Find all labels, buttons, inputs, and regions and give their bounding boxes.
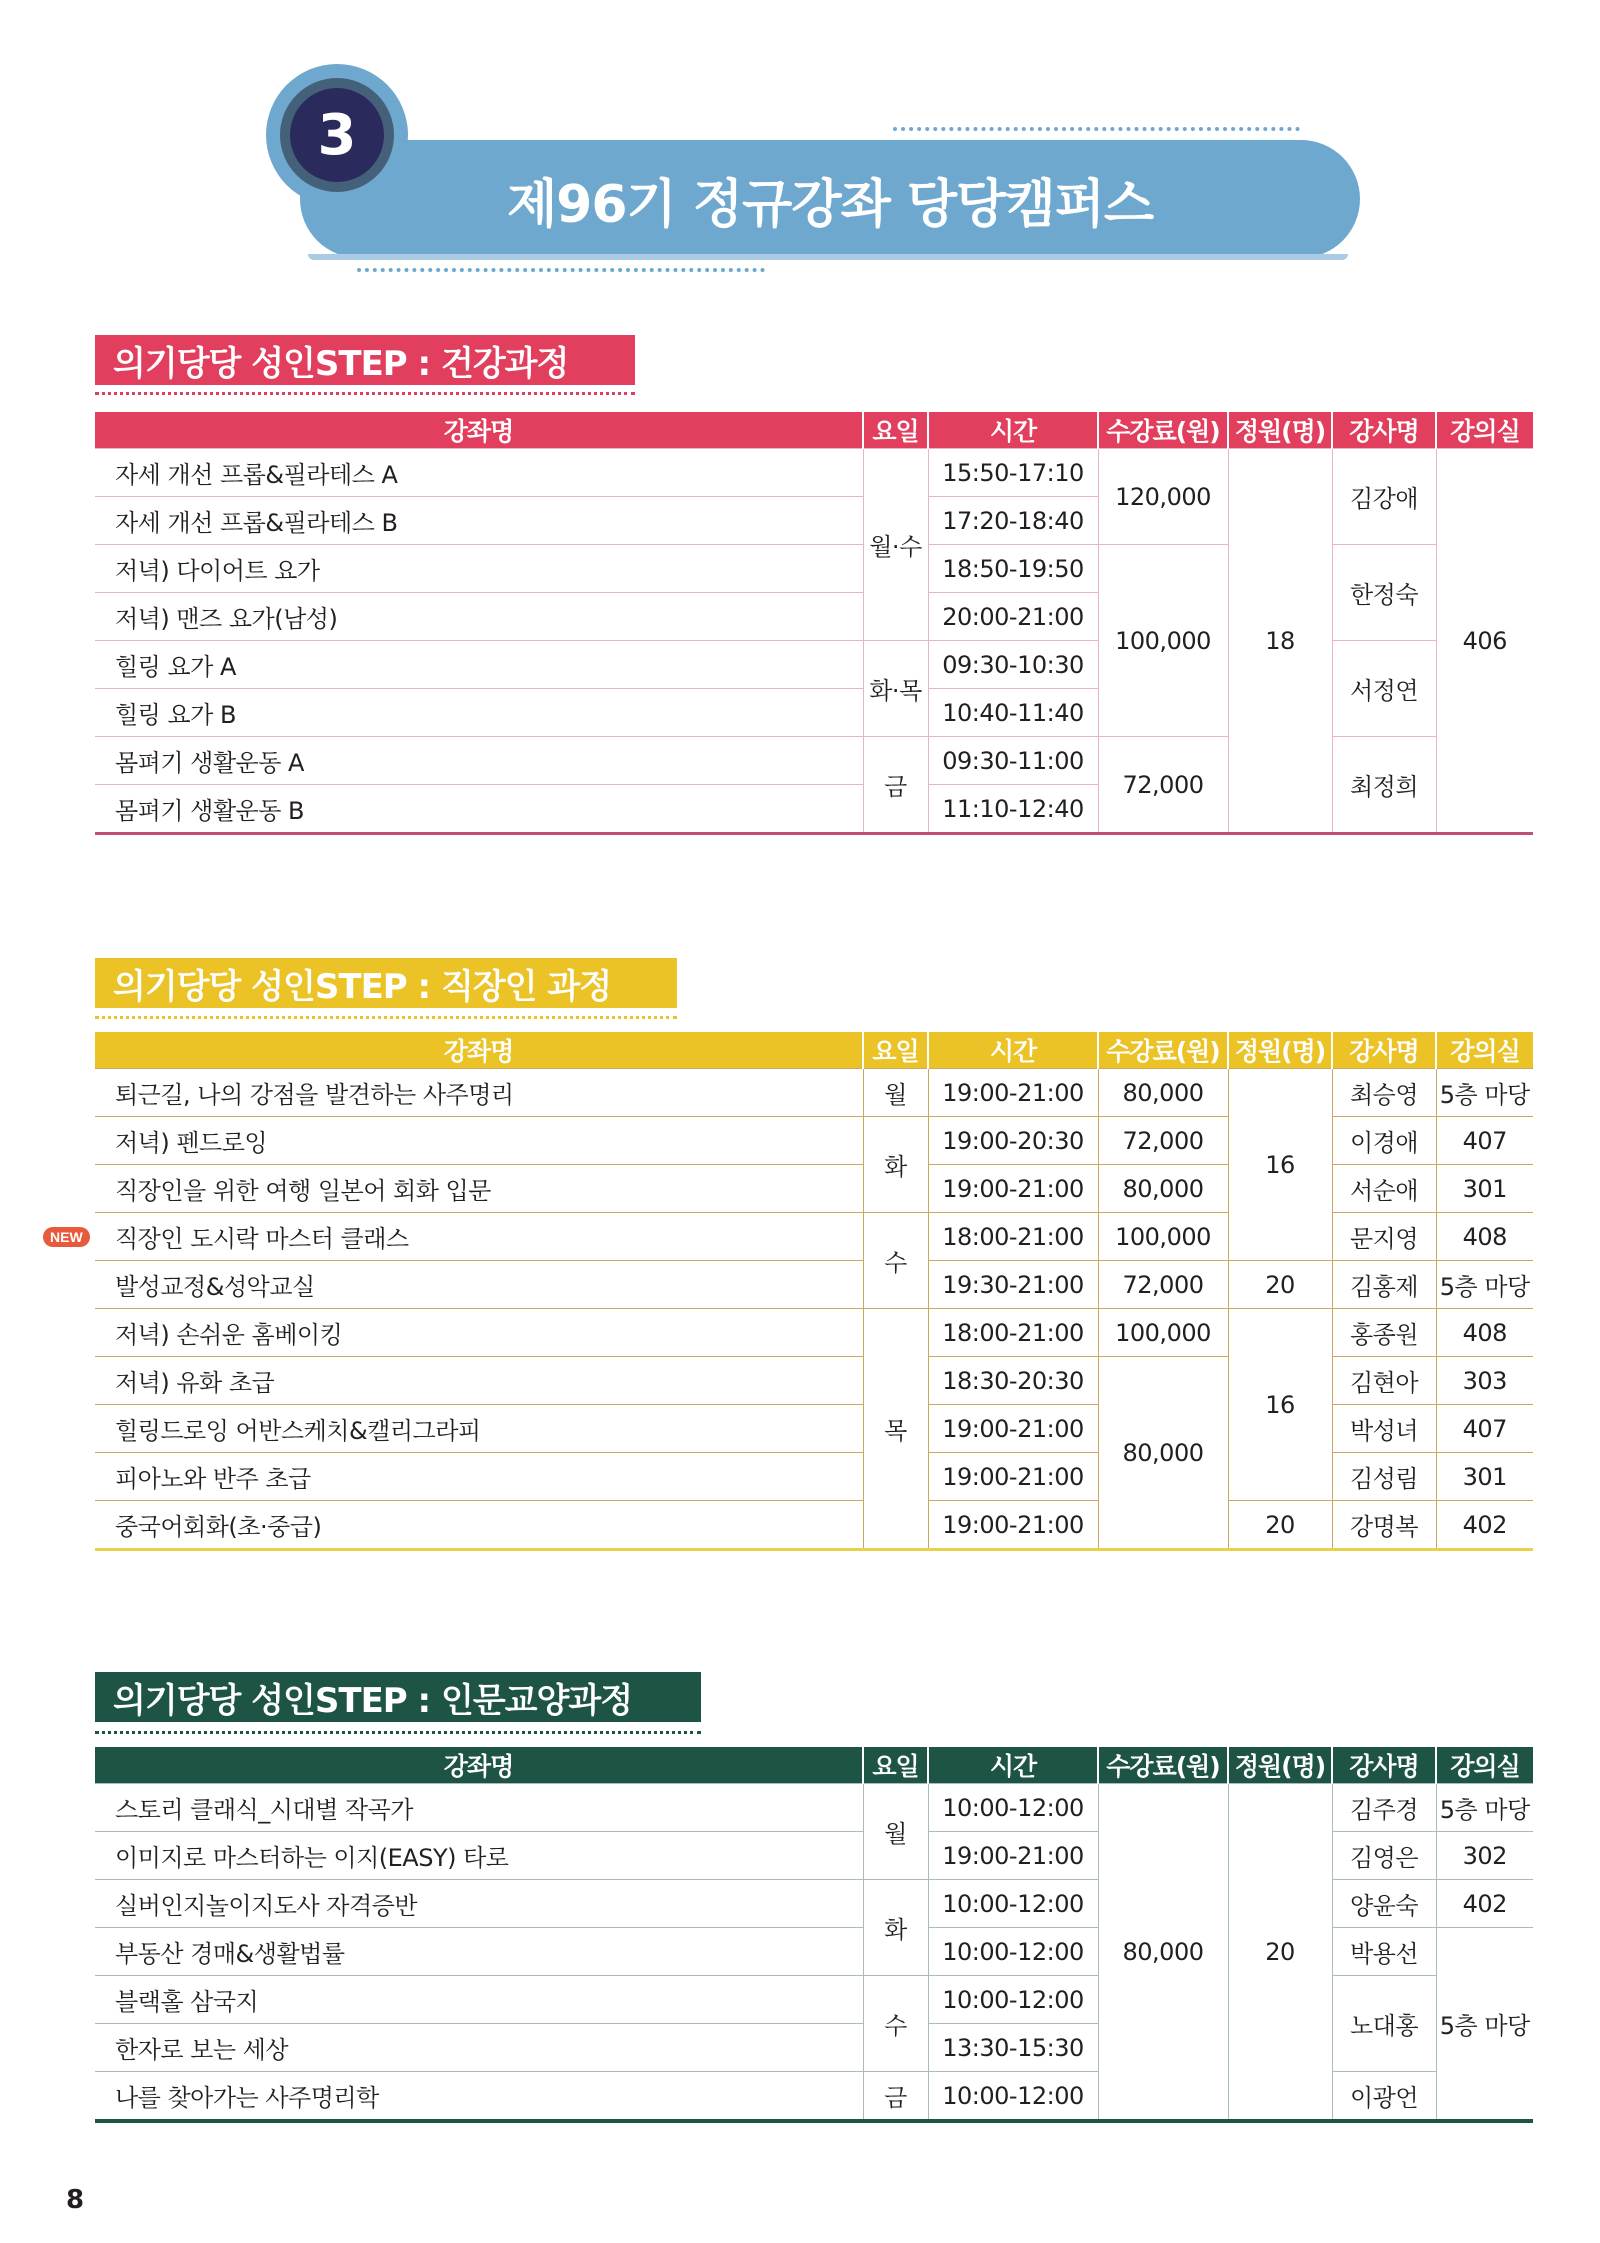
- course-capacity: 20: [1228, 1784, 1332, 2122]
- course-instructor: 문지영: [1332, 1213, 1436, 1261]
- course-time: 19:00-21:00: [928, 1453, 1098, 1501]
- col-fee: 수강료(원): [1098, 1747, 1228, 1784]
- banner-bottom-dotted-line: [357, 268, 765, 272]
- course-name: 블랙홀 삼국지: [95, 1976, 863, 2024]
- course-instructor: 이경애: [1332, 1117, 1436, 1165]
- table-row: [95, 1069, 1533, 1117]
- col-day: 요일: [863, 1032, 928, 1069]
- col-day: 요일: [863, 1747, 928, 1784]
- course-name: 몸펴기 생활운동 B: [95, 785, 863, 834]
- course-time: 13:30-15:30: [928, 2024, 1098, 2072]
- course-instructor: 김주경: [1332, 1784, 1436, 1832]
- course-name: 직장인을 위한 여행 일본어 회화 입문: [95, 1165, 863, 1213]
- course-name: 저녁) 펜드로잉: [95, 1117, 863, 1165]
- course-time: 19:30-21:00: [928, 1261, 1098, 1309]
- course-room: 301: [1436, 1453, 1533, 1501]
- course-fee: 80,000: [1098, 1069, 1228, 1117]
- course-instructor: 한정숙: [1332, 545, 1436, 641]
- course-day: 금: [863, 737, 928, 834]
- section-title-worker: 의기당당 성인STEP : 직장인 과정: [95, 958, 677, 1008]
- course-instructor: 김강애: [1332, 449, 1436, 545]
- course-time: 09:30-11:00: [928, 737, 1098, 785]
- course-room: 408: [1436, 1309, 1533, 1357]
- course-instructor: 이광언: [1332, 2072, 1436, 2122]
- course-time: 11:10-12:40: [928, 785, 1098, 834]
- course-fee: 80,000: [1098, 1165, 1228, 1213]
- course-time: 20:00-21:00: [928, 593, 1098, 641]
- course-instructor: 김홍제: [1332, 1261, 1436, 1309]
- course-time: 10:40-11:40: [928, 689, 1098, 737]
- course-name: 힐링드로잉 어반스케치&캘리그라피: [95, 1405, 863, 1453]
- course-instructor: 김영은: [1332, 1832, 1436, 1880]
- course-instructor: 강명복: [1332, 1501, 1436, 1550]
- course-time: 18:00-21:00: [928, 1309, 1098, 1357]
- course-day: 목: [863, 1309, 928, 1550]
- section-number: 3: [290, 88, 384, 182]
- course-name: 중국어회화(초·중급): [95, 1501, 863, 1550]
- course-instructor: 김성림: [1332, 1453, 1436, 1501]
- col-capacity: 정원(명): [1228, 1747, 1332, 1784]
- section-dotted-line: [95, 392, 635, 395]
- col-course-name: 강좌명: [95, 1032, 863, 1069]
- course-fee: 100,000: [1098, 545, 1228, 737]
- col-room: 강의실: [1436, 1032, 1533, 1069]
- col-capacity: 정원(명): [1228, 412, 1332, 449]
- course-name: 퇴근길, 나의 강점을 발견하는 사주명리: [95, 1069, 863, 1117]
- course-instructor: 박성녀: [1332, 1405, 1436, 1453]
- section-dotted-line: [95, 1731, 701, 1734]
- course-time: 19:00-20:30: [928, 1117, 1098, 1165]
- course-room: 406: [1436, 449, 1533, 834]
- course-name: 자세 개선 프롭&필라테스 A: [95, 449, 863, 497]
- course-room: 402: [1436, 1501, 1533, 1550]
- course-instructor: 서정연: [1332, 641, 1436, 737]
- course-room: 407: [1436, 1405, 1533, 1453]
- col-time: 시간: [928, 1032, 1098, 1069]
- course-fee: 72,000: [1098, 1117, 1228, 1165]
- course-instructor: 박용선: [1332, 1928, 1436, 1976]
- course-instructor: 최승영: [1332, 1069, 1436, 1117]
- course-instructor: 김현아: [1332, 1357, 1436, 1405]
- section-dotted-line: [95, 1016, 677, 1019]
- course-name: 몸펴기 생활운동 A: [95, 737, 863, 785]
- new-badge: NEW: [43, 1227, 90, 1247]
- course-name: 피아노와 반주 초급: [95, 1453, 863, 1501]
- course-time: 15:50-17:10: [928, 449, 1098, 497]
- banner-top-dotted-line: [893, 127, 1300, 131]
- course-name: 자세 개선 프롭&필라테스 B: [95, 497, 863, 545]
- course-name: 이미지로 마스터하는 이지(EASY) 타로: [95, 1832, 863, 1880]
- course-time: 17:20-18:40: [928, 497, 1098, 545]
- table-row: [95, 1784, 1533, 1832]
- section-title-humanities: 의기당당 성인STEP : 인문교양과정: [95, 1672, 701, 1722]
- course-capacity: 16: [1228, 1069, 1332, 1261]
- table-row: [95, 1261, 1533, 1309]
- course-name: 저녁) 다이어트 요가: [95, 545, 863, 593]
- course-fee: 72,000: [1098, 1261, 1228, 1309]
- course-instructor: 서순애: [1332, 1165, 1436, 1213]
- course-fee: 120,000: [1098, 449, 1228, 545]
- course-day: 월: [863, 1069, 928, 1117]
- course-instructor: 홍종원: [1332, 1309, 1436, 1357]
- course-time: 10:00-12:00: [928, 1976, 1098, 2024]
- course-capacity: 20: [1228, 1261, 1332, 1309]
- course-fee: 80,000: [1098, 1784, 1228, 2122]
- course-time: 10:00-12:00: [928, 1928, 1098, 1976]
- course-day: 화: [863, 1880, 928, 1976]
- course-table-worker: [50, 1032, 1533, 1551]
- course-name: 스토리 클래식_시대별 작곡가: [95, 1784, 863, 1832]
- course-room: 302: [1436, 1832, 1533, 1880]
- col-fee: 수강료(원): [1098, 412, 1228, 449]
- course-name: 저녁) 유화 초급: [95, 1357, 863, 1405]
- col-day: 요일: [863, 412, 928, 449]
- course-capacity: 20: [1228, 1501, 1332, 1550]
- course-instructor: 양윤숙: [1332, 1880, 1436, 1928]
- course-room: 303: [1436, 1357, 1533, 1405]
- course-name: 힐링 요가 A: [95, 641, 863, 689]
- course-name: 저녁) 손쉬운 홈베이킹: [95, 1309, 863, 1357]
- course-room: 5층 마당: [1436, 1069, 1533, 1117]
- course-instructor: 노대홍: [1332, 1976, 1436, 2072]
- table-row: [95, 1501, 1533, 1550]
- course-room: 407: [1436, 1117, 1533, 1165]
- course-time: 19:00-21:00: [928, 1832, 1098, 1880]
- course-instructor: 최정희: [1332, 737, 1436, 834]
- course-time: 18:00-21:00: [928, 1213, 1098, 1261]
- course-day: 화: [863, 1117, 928, 1213]
- course-capacity: 16: [1228, 1309, 1332, 1501]
- col-course-name: 강좌명: [95, 1747, 863, 1784]
- table-row: [95, 449, 1533, 497]
- course-day: 화·목: [863, 641, 928, 737]
- col-time: 시간: [928, 1747, 1098, 1784]
- course-fee: 72,000: [1098, 737, 1228, 834]
- course-fee: 80,000: [1098, 1357, 1228, 1550]
- course-day: 수: [863, 1976, 928, 2072]
- course-room: 5층 마당: [1436, 1261, 1533, 1309]
- course-name: 한자로 보는 세상: [95, 2024, 863, 2072]
- course-time: 19:00-21:00: [928, 1165, 1098, 1213]
- col-course-name: 강좌명: [95, 412, 863, 449]
- section-title-health: 의기당당 성인STEP : 건강과정: [95, 335, 635, 385]
- col-instructor: 강사명: [1332, 1747, 1436, 1784]
- course-time: 18:30-20:30: [928, 1357, 1098, 1405]
- col-instructor: 강사명: [1332, 412, 1436, 449]
- course-name: [50, 1213, 863, 1261]
- course-capacity: 18: [1228, 449, 1332, 834]
- page-title: 제96기 정규강좌 당당캠퍼스: [506, 174, 1154, 235]
- col-time: 시간: [928, 412, 1098, 449]
- course-name: 실버인지놀이지도사 자격증반: [95, 1880, 863, 1928]
- course-time: 19:00-21:00: [928, 1405, 1098, 1453]
- course-room: 5층 마당: [1436, 1928, 1533, 2122]
- course-time: 19:00-21:00: [928, 1069, 1098, 1117]
- page-number: 8: [66, 2185, 85, 2215]
- course-name: 저녁) 맨즈 요가(남성): [95, 593, 863, 641]
- col-capacity: 정원(명): [1228, 1032, 1332, 1069]
- course-time: 10:00-12:00: [928, 2072, 1098, 2122]
- course-name: 발성교정&성악교실: [95, 1261, 863, 1309]
- col-room: 강의실: [1436, 1747, 1533, 1784]
- course-day: 월: [863, 1784, 928, 1880]
- course-fee: 100,000: [1098, 1213, 1228, 1261]
- course-name: 나를 찾아가는 사주명리학: [95, 2072, 863, 2122]
- course-room: 301: [1436, 1165, 1533, 1213]
- course-name: 부동산 경매&생활법률: [95, 1928, 863, 1976]
- course-time: 09:30-10:30: [928, 641, 1098, 689]
- course-room: 408: [1436, 1213, 1533, 1261]
- col-fee: 수강료(원): [1098, 1032, 1228, 1069]
- table-row: [95, 1309, 1533, 1357]
- course-name: 힐링 요가 B: [95, 689, 863, 737]
- col-room: 강의실: [1436, 412, 1533, 449]
- course-name-text: 직장인 도시락 마스터 클래스: [115, 1225, 409, 1253]
- course-time: 10:00-12:00: [928, 1880, 1098, 1928]
- course-day: 수: [863, 1213, 928, 1309]
- course-table-humanities: [95, 1747, 1533, 2123]
- course-table-health: [95, 412, 1533, 835]
- col-instructor: 강사명: [1332, 1032, 1436, 1069]
- course-day: 월·수: [863, 449, 928, 641]
- course-time: 19:00-21:00: [928, 1501, 1098, 1550]
- table-header-row: [95, 1032, 1533, 1069]
- table-header-row: [95, 412, 1533, 449]
- course-fee: 100,000: [1098, 1309, 1228, 1357]
- course-room: 402: [1436, 1880, 1533, 1928]
- table-header-row: [95, 1747, 1533, 1784]
- course-day: 금: [863, 2072, 928, 2122]
- course-time: 18:50-19:50: [928, 545, 1098, 593]
- course-room: 5층 마당: [1436, 1784, 1533, 1832]
- course-time: 10:00-12:00: [928, 1784, 1098, 1832]
